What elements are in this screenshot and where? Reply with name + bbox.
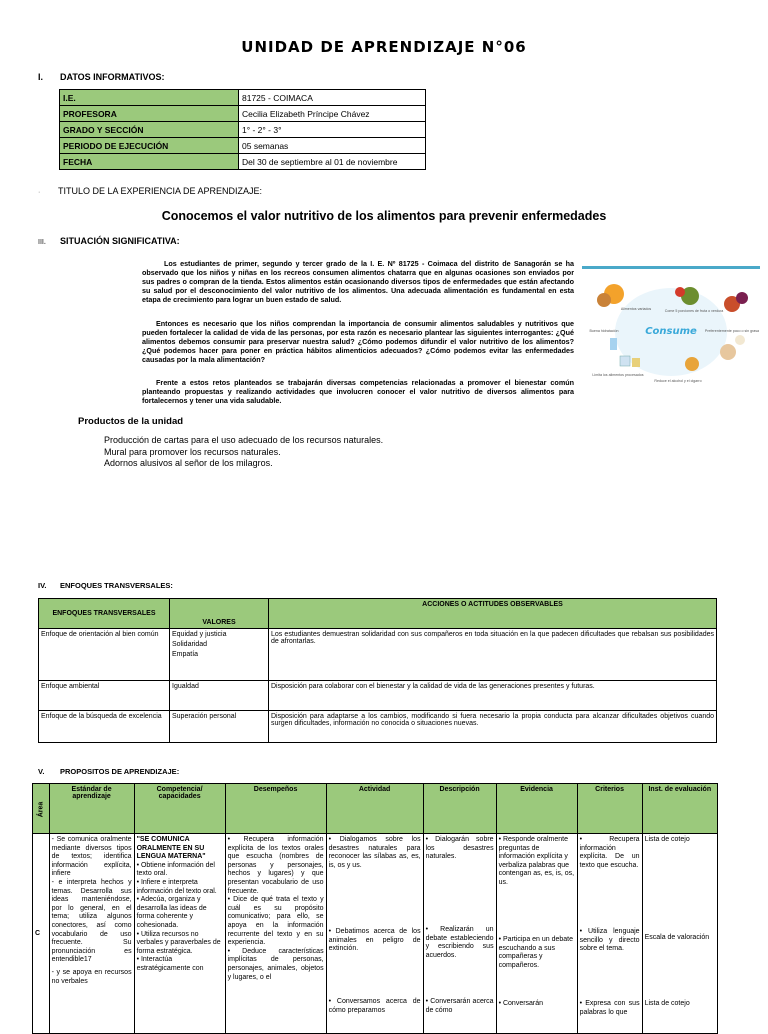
criterios-cell <box>577 834 642 1034</box>
competencia-header-col: Competencia/ capacidades <box>134 784 225 834</box>
capacidad-item: • Infiere e interpreta información del texto oral. <box>136 878 217 895</box>
section-label: TITULO DE LA EXPERIENCIA DE APRENDIZAJE: <box>58 186 263 196</box>
section-propositos <box>38 767 179 776</box>
enfoques-header-col: ENFOQUES TRANSVERSALES <box>39 599 170 629</box>
criterios-header-col: Criterios <box>577 784 642 834</box>
section-number: V. <box>38 767 45 776</box>
label-procesados: Limita los alimentos procesados <box>592 373 644 377</box>
processed-food-icon <box>620 356 630 366</box>
enfoques-table <box>38 598 717 743</box>
estandar-item: - y se apoya en recursos no verbales <box>51 968 132 985</box>
instrumento-item: Escala de valoración <box>644 934 710 941</box>
capacidad-item: • Utiliza recursos no verbales y paraverbales de forma estratégica. <box>136 930 221 955</box>
section-label: DATOS INFORMATIVOS: <box>60 72 165 82</box>
section-number: IV. <box>38 581 47 590</box>
water-bottle-icon <box>610 338 617 350</box>
experience-title: Conocemos el valor nutritivo de los alimentos para prevenir enfermedades <box>161 209 607 223</box>
valores-cell <box>170 681 269 711</box>
accion-cell: Disposición para adaptarse a los cambios, modificando si fuera necesario la propia conducta para alcanzar dificultades objetivos cuando surgen dificultades, información no conocida o situaciones nuevas. <box>269 711 717 743</box>
area-cell: C <box>33 834 50 1034</box>
info-value: Cecilia Elizabeth Príncipe Chávez <box>239 106 426 122</box>
descripcion-header-col: Descripción <box>423 784 496 834</box>
valor-item: Solidaridad <box>172 641 208 648</box>
product-item: Mural para promover los recursos naturales. <box>104 446 281 457</box>
valor-item: Igualdad <box>172 683 199 690</box>
valor-item: Empatía <box>172 651 199 658</box>
estandar-item: - Se comunica oralmente mediante diversos tipos de textos; identifica información explícita, infiere <box>51 836 132 878</box>
valor-item: Superación personal <box>172 713 237 720</box>
products-heading: Productos de la unidad <box>78 416 184 427</box>
info-table <box>59 89 426 170</box>
desempenos-header-col: Desempeños <box>225 784 326 834</box>
info-key: PERIODO DE EJECUCIÓN <box>60 138 239 154</box>
actividad-item: • Conversamos acerca de cómo preparamos <box>328 998 421 1014</box>
banner-label: La Buena Nutrición <box>646 272 678 276</box>
criterio-item: • Utiliza lenguaje sencillo y directo sobre el tema. <box>579 928 640 953</box>
section-number: III. <box>38 239 46 246</box>
criterio-item: • Expresa con sus palabras lo que <box>579 1000 640 1016</box>
evidencia-header-col: Evidencia <box>496 784 577 834</box>
section-enfoques <box>38 581 173 590</box>
actividad-item: • Dialogamos sobre los desastres naturales para reconocer las sílabas as, es, is, os y us. <box>328 836 421 869</box>
beer-icon <box>685 357 699 371</box>
descripcion-item: • Conversarán acerca de cómo <box>425 998 494 1014</box>
enfoque-row <box>39 681 717 711</box>
actividad-cell <box>326 834 423 1034</box>
descripcion-item: • Dialogarán sobre los desastres naturales. <box>425 836 494 861</box>
section-bullet: · <box>38 189 41 196</box>
meat-icon <box>720 344 736 360</box>
situation-paragraph-2: Entonces es necesario que los niños comprendan la importancia de consumir alimentos saludables y nutritivos que pueden fortalecer la calidad de vida de las personas, por esta razón es necesario plantear las siguientes interrogantes: ¿Qué alimentos debemos consumir para preservar nuestra salud? ¿Cómo podemos difundir el valor nutritivo de los alimentos? ¿Qué podemos hacer para poner en práctica hábitos alimenticios adecuados? ¿Cómo podemos evitar las enfermedades causadas por la mala alimentación? <box>142 319 574 364</box>
desempeno-item: • Recupera información explícita de los textos orales que escucha (nombres de personas y personajes, hechos y lugares) y que presentan vocabulario de uso frecuente. <box>227 836 324 895</box>
enfoque-row <box>39 711 717 743</box>
situation-paragraph-3: Frente a estos retos planteados se trabajarán diversas competencias relacionadas a promover el bienestar común planteando propuestas y realizando actividades que involucren conocer el valor nutritivo de diversos alimentos para fortalecernos y tener una vida saludable. <box>142 378 574 405</box>
info-row <box>60 106 426 122</box>
label-variados: Alimentos variados <box>620 307 652 311</box>
valores-cell <box>170 711 269 743</box>
info-key: PROFESORA <box>60 106 239 122</box>
info-value: Del 30 de septiembre al 01 de noviembre <box>239 154 426 170</box>
info-row <box>60 90 426 106</box>
evidencia-cell <box>496 834 577 1034</box>
tomato-icon <box>675 287 685 297</box>
nutrition-infographic <box>582 266 760 394</box>
product-item: Adornos alusivos al señor de los milagros. <box>104 458 273 468</box>
evidencia-item: • Responde oralmente preguntas de información explícita y verbaliza palabras que contengan as, es, is, os, us. <box>498 836 575 886</box>
area-header-text: Área <box>37 801 45 818</box>
enfoque-cell: Enfoque de la búsqueda de excelencia <box>39 711 170 743</box>
valores-header-col: VALORES <box>170 599 269 629</box>
product-item: Producción de cartas para el uso adecuado de los recursos naturales. <box>104 435 384 445</box>
competencia-title: "SE COMUNICA ORALMENTE EN SU LENGUA MATERNA" <box>136 836 206 861</box>
document-title: UNIDAD DE APRENDIZAJE N°06 <box>241 38 527 56</box>
enfoque-row <box>39 629 717 681</box>
desempeno-item: • Deduce características implícitas de personas, personajes, animales, objetos y lugares, o el <box>227 947 324 981</box>
enfoque-cell: Enfoque ambiental <box>39 681 170 711</box>
estandar-item: - e interpreta hechos y temas. Desarrolla sus ideas manteniéndose, por lo general, en el tema; utiliza algunos conectores, así como vocabulario de uso frecuente. Su pronunciación es entendible17 <box>51 878 132 964</box>
section-label: PROPOSITOS DE APRENDIZAJE: <box>60 767 180 776</box>
actividad-header-col: Actividad <box>326 784 423 834</box>
instrumento-header-col: Inst. de evaluación <box>642 784 717 834</box>
package-icon <box>632 358 640 367</box>
info-value: 81725 - COIMACA <box>239 90 426 106</box>
propositos-table <box>32 783 718 1034</box>
section-datos-informativos <box>38 72 165 82</box>
capacidad-item: • Adecúa, organiza y desarrolla las ideas de forma coherente y cohesionada. <box>136 896 207 929</box>
evidencia-item: • Participa en un debate escuchando a sus compañeras y compañeros. <box>498 936 574 969</box>
info-row <box>60 138 426 154</box>
descripcion-item: • Realizarán un debate estableciendo y escribiendo sus acuerdos. <box>425 926 494 959</box>
section-label: ENFOQUES TRANSVERSALES: <box>60 581 173 590</box>
products-list <box>104 435 383 470</box>
area-header-col <box>33 784 50 834</box>
evidencia-item: • Conversarán <box>498 1000 544 1007</box>
criterio-item: • Recupera información explícita. De un texto que escucha. <box>579 836 640 869</box>
label-fruta: Come 5 porciones de fruta o verdura <box>664 309 724 313</box>
capacidad-item: • Obtiene información del texto oral. <box>136 861 215 878</box>
grain-icon <box>597 293 611 307</box>
section-label: SITUACIÓN SIGNIFICATIVA: <box>60 236 180 246</box>
label-alcohol: Reduce el alcohol y el cigarro <box>654 379 702 383</box>
descripcion-cell <box>423 834 496 1034</box>
situation-paragraph-1: Los estudiantes de primer, segundo y tercer grado de la I. E. Nº 81725 - Coimaca del distrito de Sanagorán se ha observado que los niños y niñas en los recreos consumen alimentos chatarra que en algunas ocasiones son enviados por sus padres o compran de la tienda. Estos alimentos están ocasionando diversos tipos de enfermedades que están afectando su salud por el desconocimiento del valor nutritivo de los alimentos. Una adecuada alimentación es fundamental en esta etapa de crecimiento para lograr un buen estado de salud. <box>142 259 574 304</box>
info-value: 05 semanas <box>239 138 426 154</box>
instrumento-cell <box>642 834 717 1034</box>
section-situacion <box>38 236 180 246</box>
valor-item: Equidad y justicia <box>172 631 227 638</box>
enfoque-cell: Enfoque de orientación al bien común <box>39 629 170 681</box>
accion-cell: Disposición para colaborar con el bienestar y la calidad de vida de las generaciones presentes y futuras. <box>269 681 717 711</box>
banner-stripe <box>582 266 760 269</box>
desempenos-cell <box>225 834 326 1034</box>
instrumento-item: Lista de cotejo <box>644 1000 690 1007</box>
valores-cell <box>170 629 269 681</box>
estandar-header-col: Estándar de aprendizaje <box>49 784 134 834</box>
info-row <box>60 122 426 138</box>
info-key: GRADO Y SECCIÓN <box>60 122 239 138</box>
label-grasa: Preferentemente poco o sin grasa <box>704 329 760 333</box>
egg-icon <box>735 335 745 345</box>
info-key: I.E. <box>60 90 239 106</box>
label-hidratacion: Buena hidratación <box>589 329 619 333</box>
desempeno-item: • Dice de qué trata el texto y cuál es su propósito comunicativo; para ello, se apoya en la información recurrente del texto y en su experiencia. <box>227 896 324 947</box>
section-titulo <box>38 186 262 196</box>
competencia-cell <box>134 834 225 1034</box>
info-key: FECHA <box>60 154 239 170</box>
info-value: 1° - 2° - 3° <box>239 122 426 138</box>
grape-icon <box>736 292 748 304</box>
info-row <box>60 154 426 170</box>
acciones-header-col: ACCIONES O ACTITUDES OBSERVABLES <box>269 599 717 629</box>
consume-label: Consume <box>645 326 697 337</box>
capacidad-item: • Interactúa estratégicamente con <box>136 956 204 972</box>
actividad-item: • Debatimos acerca de los animales en peligro de extinción. <box>328 928 421 953</box>
instrumento-item: Lista de cotejo <box>644 836 690 843</box>
estandar-cell <box>49 834 134 1034</box>
section-number: I. <box>38 72 44 82</box>
accion-cell: Los estudiantes demuestran solidaridad con sus compañeros en toda situación en la que padecen dificultades que rebalsan sus posibilidades de afrontarlas. <box>269 629 717 681</box>
